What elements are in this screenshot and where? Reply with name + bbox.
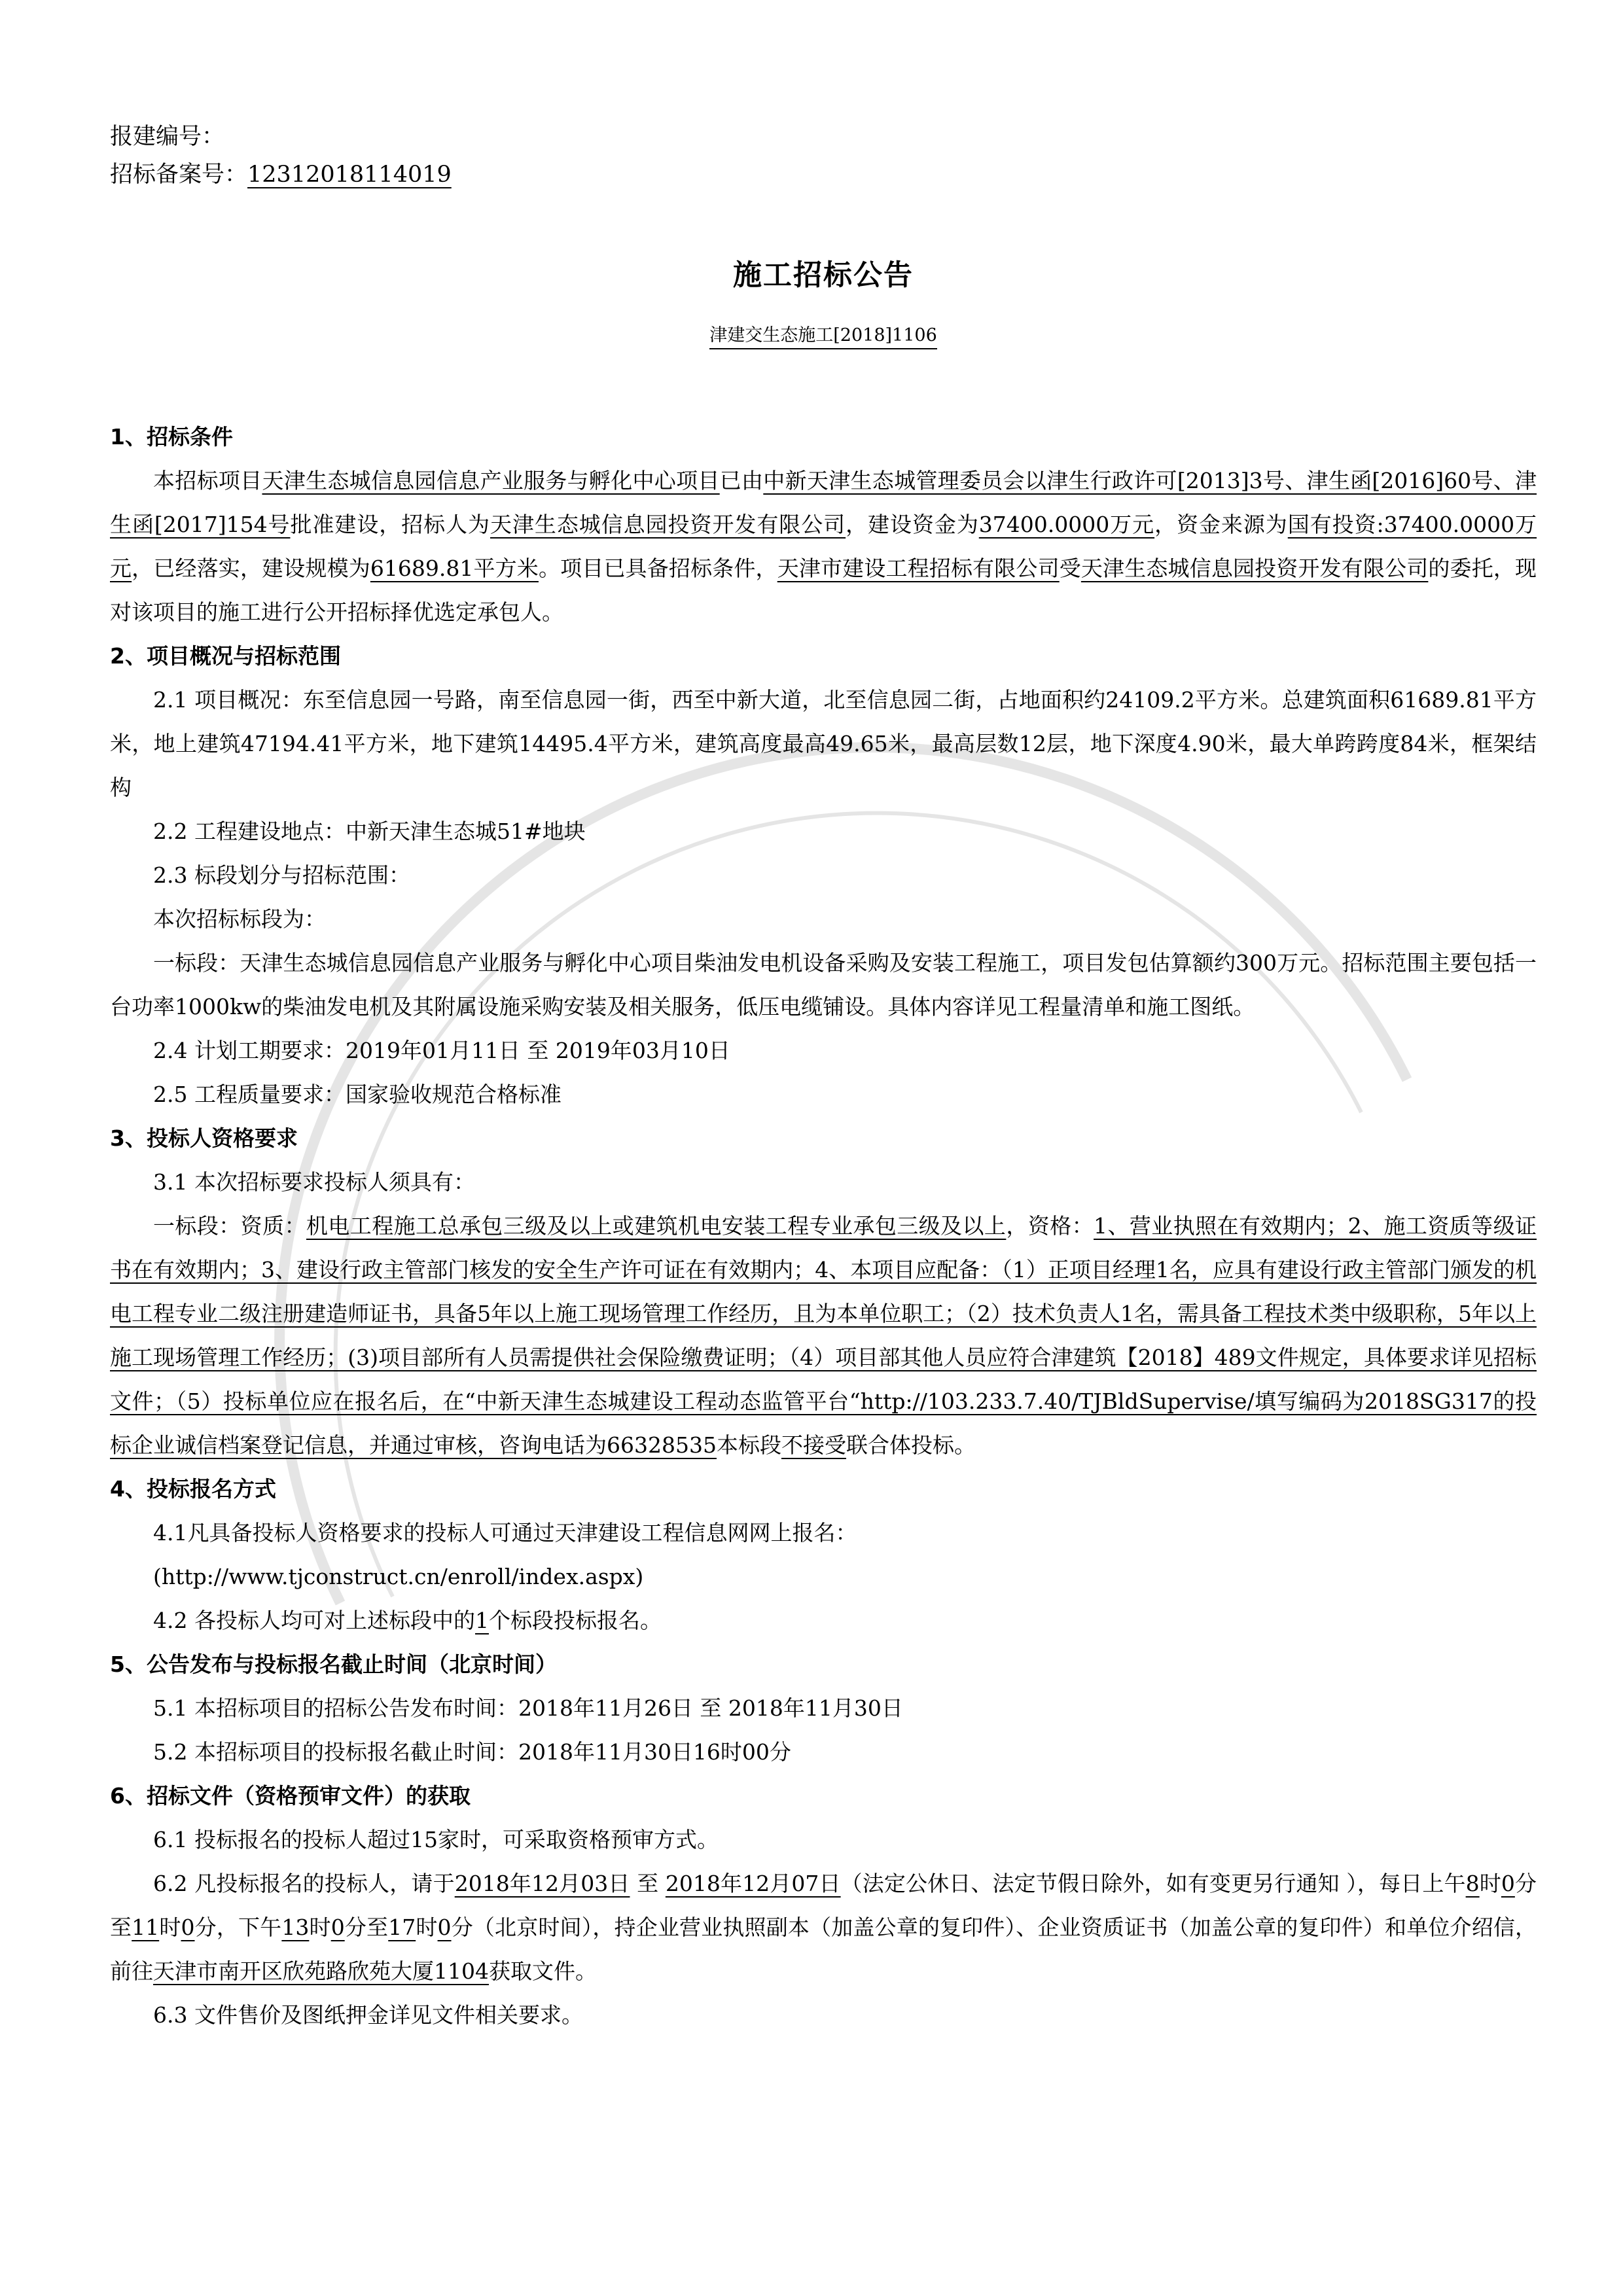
filing-number-label: 招标备案号： (110, 162, 248, 188)
tender-agent: 天津市建设工程招标有限公司 (777, 556, 1060, 581)
approval-authority: 中新天津生态城管理委员会以津生行政许可[2013]3号、津生函[2016]60号、津生函[2017]154号 (110, 468, 1537, 537)
fund-source: 国有投资:37400.0000万元 (110, 512, 1537, 581)
report-number-label: 报建编号： (110, 124, 225, 150)
project-overview: 2.1 项目概况：东至信息园一号路，南至信息园一街，西至中新大道，北至信息园二街，占地面积约24109.2平方米。总建筑面积61689.81平方米，地上建筑47194.41平方米，地下建筑14495.4平方米，建筑高度最高49.65米，最高层数12层，地下深度4.90米，最大单跨跨度84米，框架结构 (110, 687, 1537, 800)
pickup-end-date: 2018年12月07日 (665, 1871, 841, 1896)
page-title: 施工招标公告 (733, 258, 914, 292)
document-price-note: 6.3 文件售价及图纸押金详见文件相关要求。 (153, 2002, 583, 2028)
qualification-intro: 3.1 本次招标要求投标人须具有： (153, 1169, 475, 1195)
project-name: 天津生态城信息园信息产业服务与孵化中心项目 (262, 468, 720, 493)
prequalification-note: 6.1 投标报名的投标人超过15家时，可采取资格预审方式。 (153, 1827, 719, 1852)
construction-scale: 61689.81平方米 (370, 556, 539, 581)
lot-count-note: 4.2 各投标人均可对上述标段中的1个标段投标报名。 (153, 1608, 662, 1633)
section-heading-1: 1、招标条件 (110, 424, 233, 450)
project-location: 2.2 工程建设地点：中新天津生态城51#地块 (153, 819, 586, 844)
pickup-address: 天津市南开区欣苑路欣苑大厦1104 (153, 1958, 489, 1984)
section-heading-3: 3、投标人资格要求 (110, 1125, 298, 1151)
lot-1-description: 一标段：天津生态城信息园信息产业服务与孵化中心项目柴油发电机设备采购及安装工程施工，项目发包估算额约300万元。招标范围主要包括一台功率1000kw的柴油发电机及其附属设施采购安装及相关服务，低压电缆铺设。具体内容详见工程量清单和施工图纸。 (110, 950, 1537, 1019)
eligibility-list: 1、营业执照在有效期内；2、施工资质等级证书在有效期内；3、建设行政主管部门核发的安全生产许可证在有效期内；4、本项目应配备：（1）正项目经理1名，应具有建设行政主管部门颁发的机电工程专业二级注册建造师证书，具备5年以上施工现场管理工作经历，且为本单位职工；（2）技术负责人1名，需具备工程技术类中级职称，5年以上施工现场管理工作经历；(3)项目部所有人员需提供社会保险缴费证明；（4）项目部其他人员应符合津建筑【2018】489文件规定，具体要求详见招标文件；（5）投标单位应在报名后，在“中新天津生态城建设工程动态监管平台“http://103.233.7.40/TJBldSupervise/填写编码为2018SG317的投标企业诚信档案登记信息，并通过审核，咨询电话为66328535 (110, 1213, 1537, 1458)
announcement-body (110, 415, 1537, 2037)
section-heading-2: 2、项目概况与招标范围 (110, 643, 341, 669)
tenderer-name: 天津生态城信息园投资开发有限公司 (490, 512, 846, 537)
document-pickup: 6.2 凡投标报名的投标人，请于2018年12月03日 至 2018年12月07日（法定公休日、法定节假日除外，如有变更另行通知 ），每日上午8时0分至11时0分，下午13时0分至17时0分（北京时间），持企业营业执照副本（加盖公章的复印件）、企业资质证书（加盖公章的复印件）和单位介绍信，前往天津市南开区欣苑路欣苑大厦1104获取文件。 (110, 1871, 1537, 1984)
document-number: 津建交生态施工[2018]1106 (709, 321, 937, 349)
registration-url[interactable]: (http://www.tjconstruct.cn/enroll/index.aspx) (153, 1564, 644, 1589)
registration-method: 4.1凡具备投标人资格要求的投标人可通过天津建设工程信息网网上报名： (153, 1520, 857, 1545)
section-heading-6: 6、招标文件（资格预审文件）的获取 (110, 1783, 471, 1809)
section-heading-5: 5、公告发布与投标报名截止时间（北京时间） (110, 1651, 557, 1677)
fund-amount: 37400.0000万元 (978, 512, 1155, 537)
report-number-row (110, 118, 1537, 156)
client-name: 天津生态城信息园投资开发有限公司 (1080, 556, 1429, 581)
filing-number-value: 12312018114019 (247, 162, 452, 188)
schedule-requirement: 2.4 计划工期要求：2019年01月11日 至 2019年03月10日 (153, 1038, 730, 1063)
publish-period: 5.1 本招标项目的招标公告发布时间：2018年11月26日 至 2018年11月30日 (153, 1695, 903, 1721)
joint-venture-policy: 不接受 (781, 1432, 846, 1458)
qualification-requirements: 一标段：资质：机电工程施工总承包三级及以上或建筑机电安装工程专业承包三级及以上，资格：1、营业执照在有效期内；2、施工资质等级证书在有效期内；3、建设行政主管部门核发的安全生产许可证在有效期内；4、本项目应配备：（1）正项目经理1名，应具有建设行政主管部门颁发的机电工程专业二级注册建造师证书，具备5年以上施工现场管理工作经历，且为本单位职工；（2）技术负责人1名，需具备工程技术类中级职称，5年以上施工现场管理工作经历；(3)项目部所有人员需提供社会保险缴费证明；（4）项目部其他人员应符合津建筑【2018】489文件规定，具体要求详见招标文件；（5）投标单位应在报名后，在“中新天津生态城建设工程动态监管平台“http://103.233.7.40/TJBldSupervise/填写编码为2018SG317的投标企业诚信档案登记信息，并通过审核，咨询电话为66328535本标段不接受联合体投标。 (110, 1213, 1537, 1458)
pickup-start-date: 2018年12月03日 (454, 1871, 630, 1896)
quality-requirement: 2.5 工程质量要求：国家验收规范合格标准 (153, 1082, 562, 1107)
section-heading-4: 4、投标报名方式 (110, 1476, 276, 1502)
current-lot-label: 本次招标标段为： (153, 906, 326, 932)
lot-division: 2.3 标段划分与招标范围： (153, 862, 410, 888)
tender-conditions-paragraph: 本招标项目天津生态城信息园信息产业服务与孵化中心项目已由中新天津生态城管理委员会以津生行政许可[2013]3号、津生函[2016]60号、津生函[2017]154号批准建设，招标人为天津生态城信息园投资开发有限公司，建设资金为37400.0000万元，资金来源为国有投资:37400.0000万元，已经落实，建设规模为61689.81平方米。项目已具备招标条件，天津市建设工程招标有限公司受天津生态城信息园投资开发有限公司的委托，现对该项目的施工进行公开招标择优选定承包人。 (110, 468, 1537, 625)
qualification-grade: 机电工程施工总承包三级及以上或建筑机电安装工程专业承包三级及以上 (306, 1213, 1007, 1239)
registration-deadline: 5.2 本招标项目的投标报名截止时间：2018年11月30日16时00分 (153, 1739, 791, 1765)
filing-number-row (110, 156, 1537, 194)
announcement-page (110, 118, 1537, 2037)
